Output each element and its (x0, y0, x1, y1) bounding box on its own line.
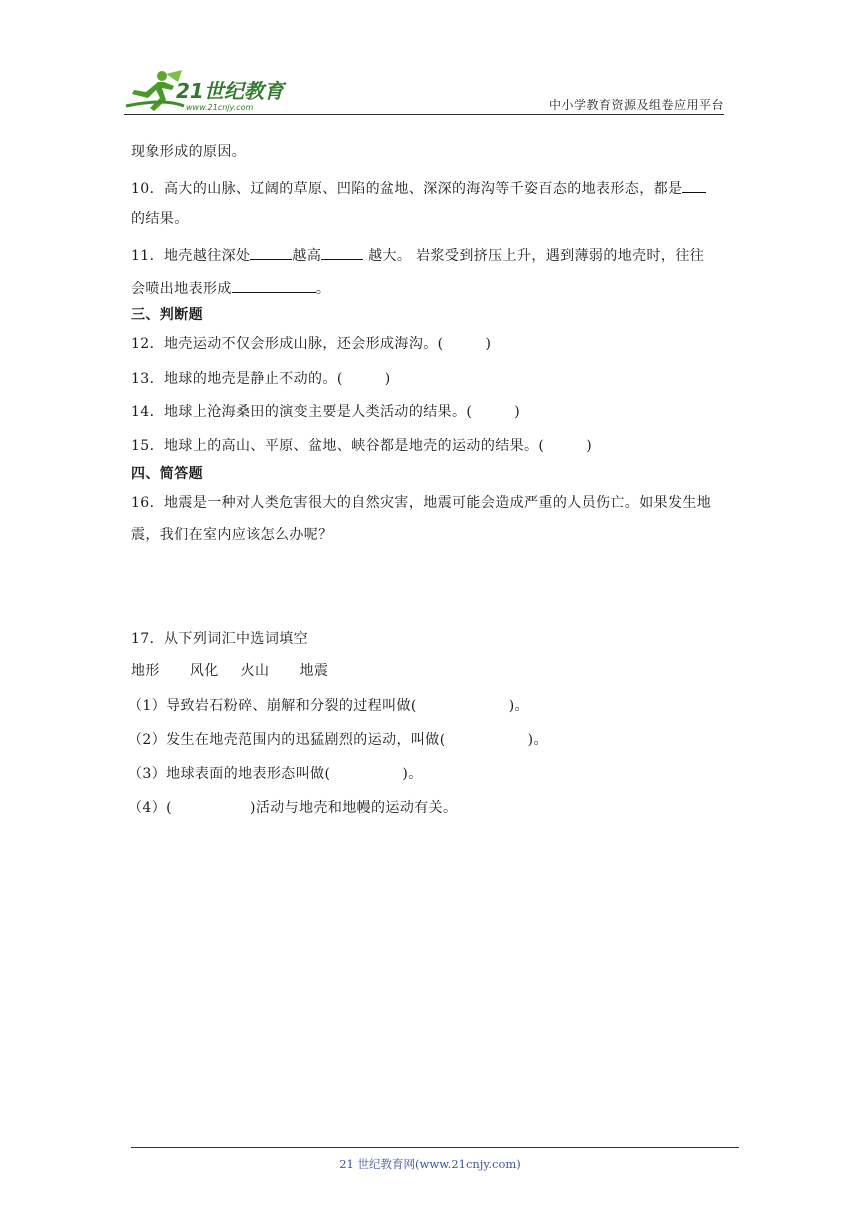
continuation-line (131, 143, 246, 161)
question-11-cont (131, 278, 330, 298)
question-13-text: 13．地球的地壳是静止不动的。( (131, 371, 343, 387)
question-12-text: 12．地壳运动不仅会形成山脉，还会形成海沟。( (131, 336, 444, 352)
question-10-text: 10．高大的山脉、辽阔的草原、凹陷的盆地、深深的海沟等千姿百态的地表形态，都是 (131, 181, 683, 197)
page-header (124, 62, 724, 116)
question-17-2 (128, 731, 548, 749)
header-divider (124, 114, 724, 115)
question-17-4 (128, 799, 457, 817)
word-option: 地震 (299, 663, 329, 679)
question-16-text: 16．地震是一种对人类危害很大的自然灾害，地震可能会造成严重的人员伤亡。如果发生地 (131, 495, 712, 511)
brand-logo (124, 68, 294, 114)
question-17-text: 17．从下列词汇中选词填空 (131, 631, 309, 647)
question-15-text: 15．地球上的高山、平原、盆地、峡谷都是地壳的运动的结果。( (131, 438, 545, 454)
question-10-cont (131, 210, 189, 228)
continued-text: 现象形成的原因。 (131, 144, 247, 160)
question-11-text: 越大。 岩浆受到挤压上升，遇到薄弱的地壳时，往往 (363, 248, 705, 264)
question-11 (131, 245, 704, 265)
sub-question-text: )。 (402, 766, 423, 782)
question-11-text: 越高 (292, 248, 322, 264)
word-option: 风化 (189, 663, 219, 679)
section-heading-judgement: 三、判断题 (131, 307, 203, 323)
question-13 (131, 370, 391, 388)
svg-text:www.21cnjy.com: www.21cnjy.com (186, 103, 254, 112)
question-17-3 (128, 765, 423, 783)
footer-link[interactable]: 21 世纪教育网(www.21cnjy.com) (339, 1157, 521, 1171)
answer-blank[interactable] (321, 245, 363, 260)
close-paren: ) (384, 371, 391, 387)
word-option: 地形 (131, 663, 160, 679)
sub-question-text: （2）发生在地壳范围内的迅猛剧烈的运动，叫做( (128, 732, 446, 748)
close-paren: ) (485, 336, 492, 352)
footer-divider (131, 1147, 739, 1148)
answer-blank[interactable] (232, 278, 316, 293)
word-bank (131, 662, 328, 680)
question-17-1 (128, 697, 529, 715)
svg-text:21世纪教育: 21世纪教育 (176, 79, 284, 103)
question-14 (131, 403, 520, 421)
question-11-text-cont: 会喷出地表形成 (131, 281, 232, 297)
sub-question-text: )活动与地壳和地幔的运动有关。 (249, 800, 458, 816)
sub-question-text: （4）( (128, 800, 172, 816)
sub-question-text: （3）地球表面的地表形态叫做( (128, 766, 331, 782)
question-11-text-cont: 。 (315, 281, 331, 297)
word-option: 火山 (240, 663, 270, 679)
answer-blank[interactable] (250, 245, 292, 260)
question-15 (131, 437, 592, 455)
section-heading-short-answer: 四、简答题 (131, 466, 203, 482)
question-16-cont (131, 526, 333, 544)
close-paren: ) (586, 438, 593, 454)
question-11-text: 11．地壳越往深处 (131, 248, 251, 264)
sub-question-text: )。 (508, 698, 530, 714)
sub-question-text: )。 (527, 732, 548, 748)
sub-question-text: （1）导致岩石粉碎、崩解和分裂的过程叫做( (128, 698, 417, 714)
question-16-text-cont: 震，我们在室内应该怎么办呢？ (131, 527, 333, 543)
close-paren: ) (514, 404, 521, 420)
question-10-text-cont: 的结果。 (131, 211, 189, 227)
question-17 (131, 630, 308, 648)
answer-blank[interactable] (682, 178, 706, 193)
question-14-text: 14．地球上沧海桑田的演变主要是人类活动的结果。( (131, 404, 473, 420)
question-10 (131, 178, 706, 198)
question-16 (131, 494, 711, 512)
question-12 (131, 335, 491, 353)
platform-name: 中小学教育资源及组卷应用平台 (548, 98, 724, 112)
